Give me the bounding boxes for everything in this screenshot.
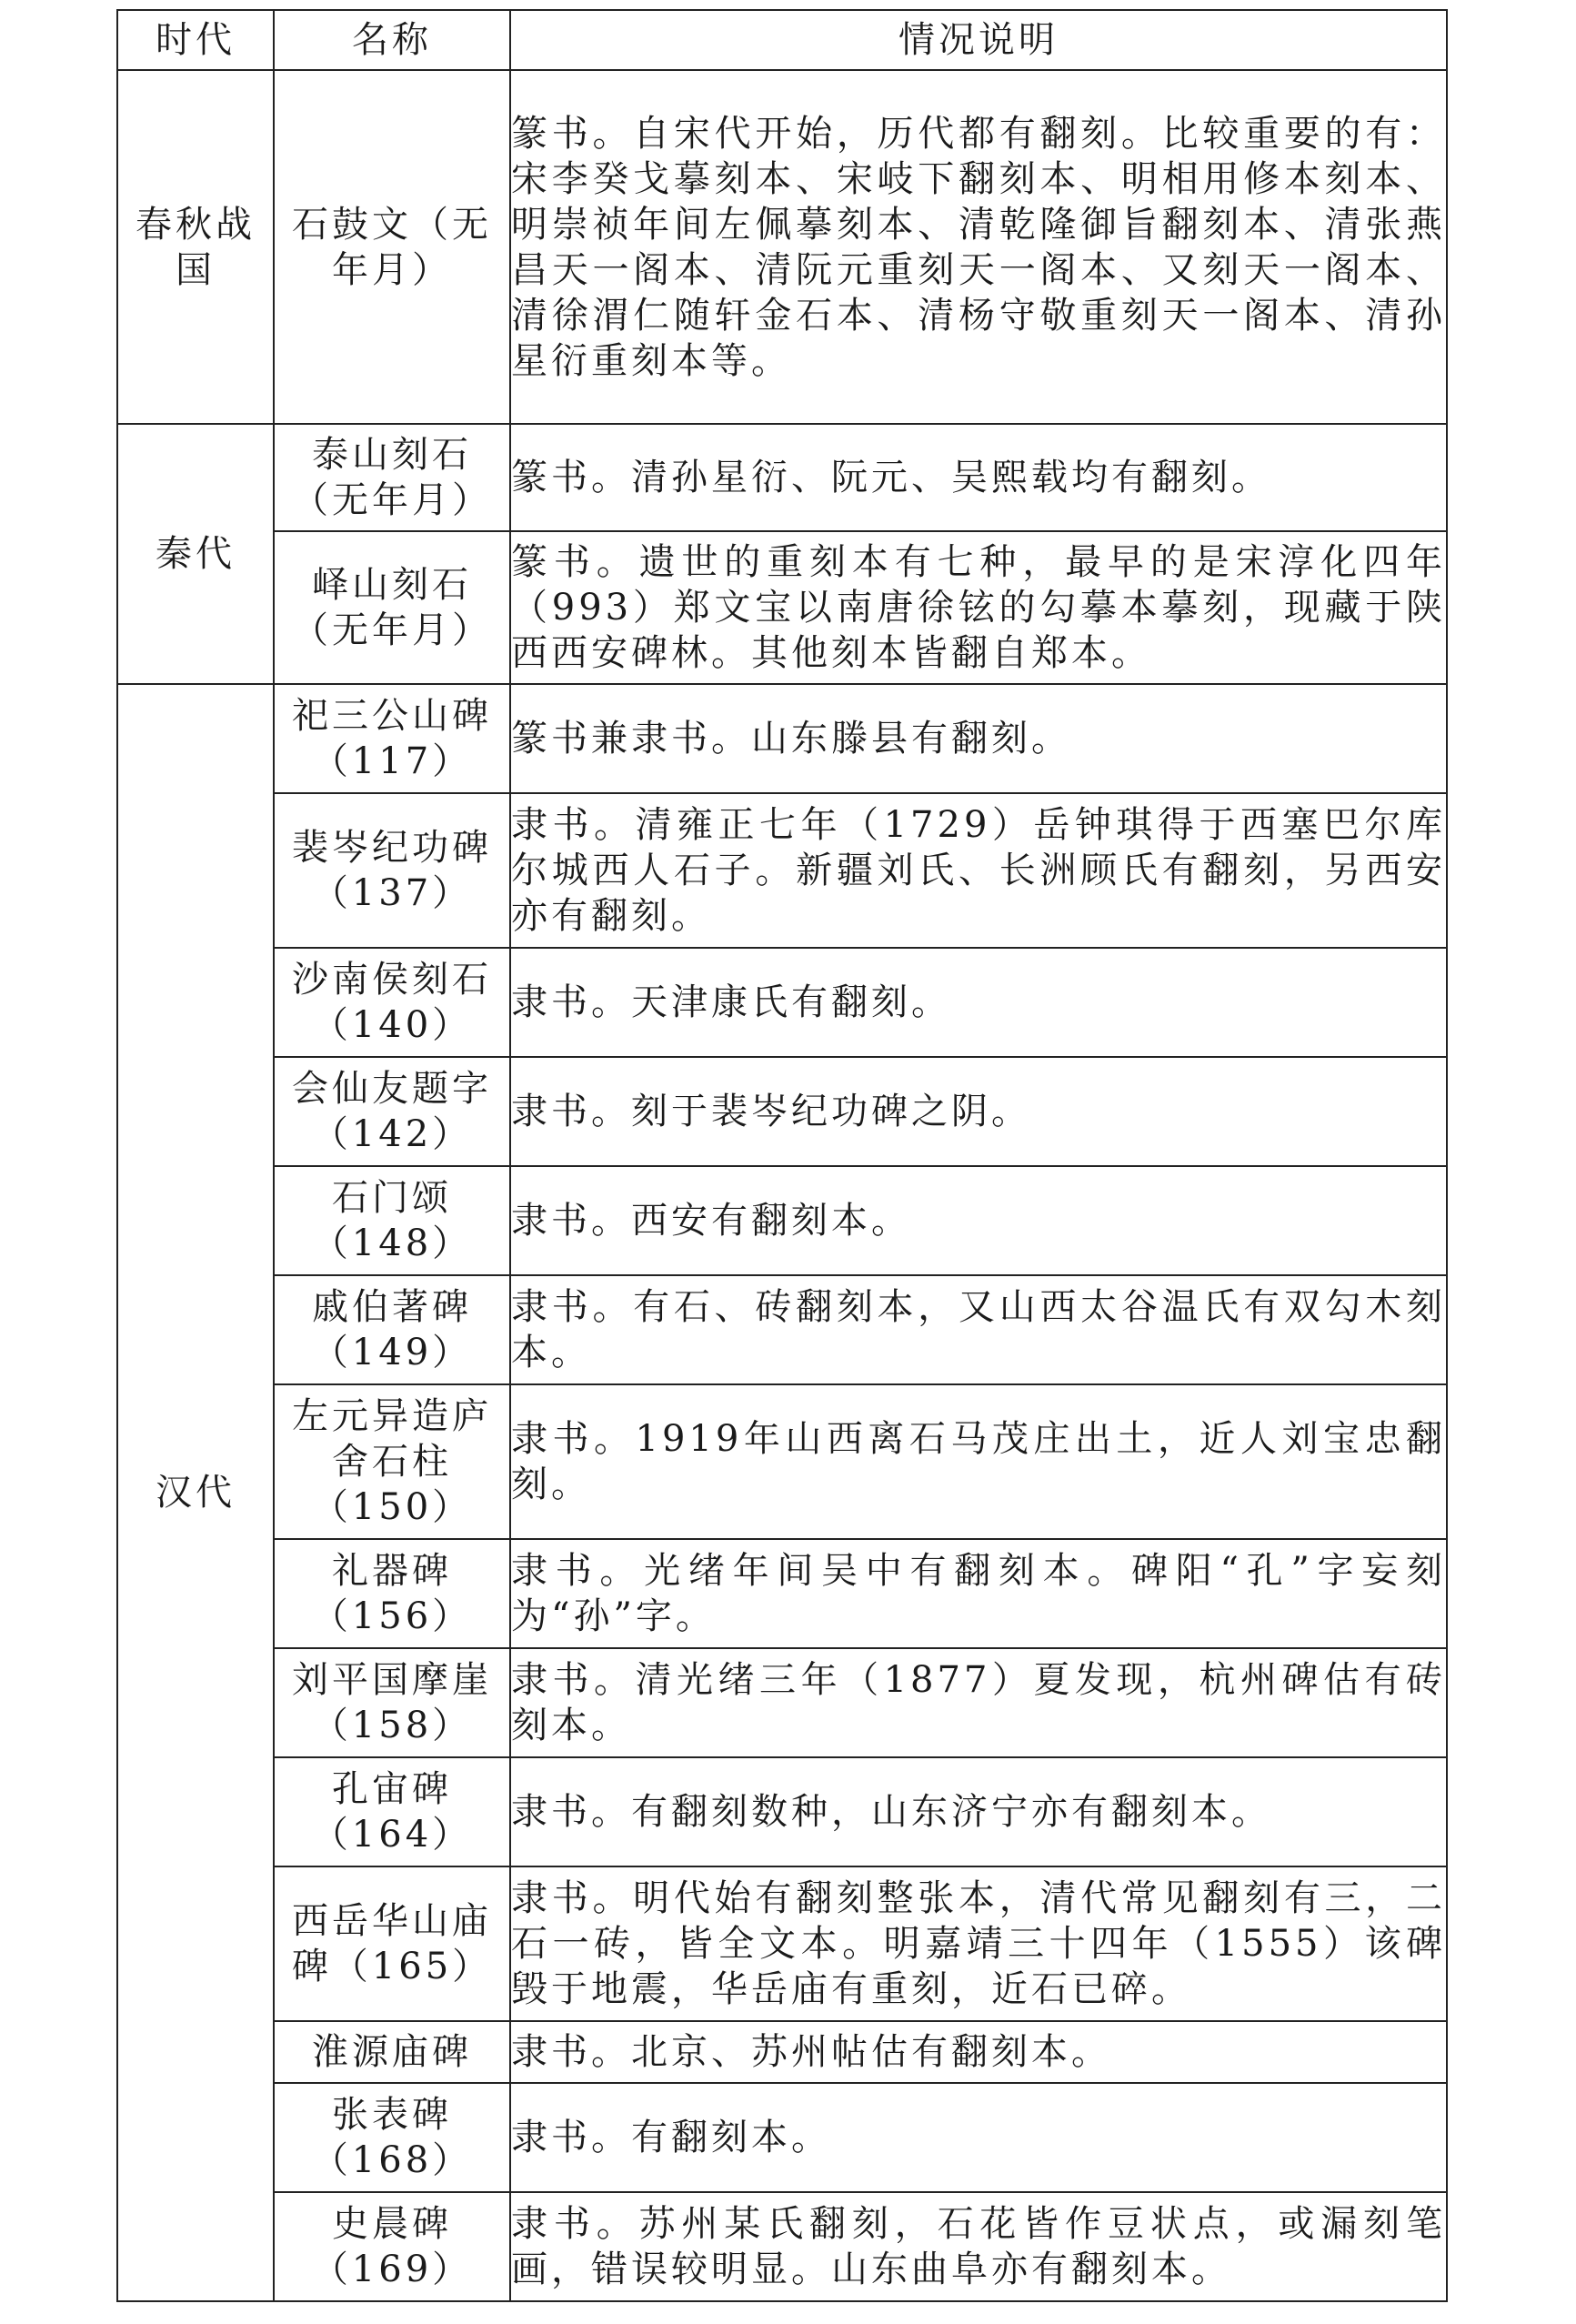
- stele-name-cell: 沙南侯刻石（140）: [274, 948, 510, 1057]
- description-text: 篆书。自宋代开始，历代都有翻刻。比较重要的有：宋李癸戈摹刻本、宋岐下翻刻本、明相用修本刻本、明崇祯年间左佩摹刻本、清乾隆御旨翻刻本、清张燕昌天一阁本、清阮元重刻天一阁本、又刻天一阁本、清徐渭仁随轩金石本、清杨守敬重刻天一阁本、清孙星衍重刻本等。: [511, 112, 1446, 382]
- stele-name-cell: 裴岑纪功碑（137）: [274, 793, 510, 948]
- table-row: [117, 1166, 1447, 1275]
- description-cell: [510, 948, 1447, 1057]
- description-text: 隶书。清光绪三年（1877）夏发现，杭州碑估有砖刻本。: [511, 1659, 1446, 1746]
- header-dynasty: 时代: [117, 10, 274, 70]
- description-text: 隶书。有石、砖翻刻本，又山西太谷温氏有双勾木刻本。: [511, 1286, 1446, 1373]
- header-description: 情况说明: [510, 10, 1447, 70]
- table-row: [117, 1384, 1447, 1539]
- description-text: 隶书。天津康氏有翻刻。: [511, 981, 951, 1023]
- steles-table: [116, 9, 1448, 2302]
- description-text: 隶书。清雍正七年（1729）岳钟琪得于西塞巴尔库尔城西人石子。新疆刘氏、长洲顾氏有翻刻，另西安亦有翻刻。: [511, 804, 1446, 937]
- header-row: [117, 10, 1447, 70]
- description-text: 隶书。明代始有翻刻整张本，清代常见翻刻有三，二石一砖，皆全文本。明嘉靖三十四年（1555）该碑毁于地震，华岳庙有重刻，近石已碎。: [511, 1877, 1446, 2010]
- table-row: [117, 684, 1447, 793]
- description-cell: [510, 531, 1447, 684]
- table-row: [117, 1757, 1447, 1866]
- stele-name-cell: 礼器碑（156）: [274, 1539, 510, 1648]
- description-cell: [510, 2021, 1447, 2083]
- description-cell: [510, 1166, 1447, 1275]
- stele-name-cell: 淮源庙碑: [274, 2021, 510, 2083]
- stele-name-cell: 石门颂（148）: [274, 1166, 510, 1275]
- dynasty-cell: 秦代: [117, 424, 274, 684]
- header-name: 名称: [274, 10, 510, 70]
- description-cell: [510, 1539, 1447, 1648]
- table-row: [117, 2192, 1447, 2301]
- description-text: 篆书。清孙星衍、阮元、吴熙载均有翻刻。: [511, 457, 1271, 498]
- description-cell: [510, 793, 1447, 948]
- description-text: 隶书。光绪年间吴中有翻刻本。碑阳“孔”字妄刻为“孙”字。: [511, 1550, 1446, 1637]
- table-row: [117, 948, 1447, 1057]
- description-text: 隶书。1919年山西离石马茂庄出土，近人刘宝忠翻刻。: [511, 1418, 1446, 1505]
- description-text: 隶书。刻于裴岑纪功碑之阴。: [511, 1091, 1031, 1132]
- stele-name-cell: 峄山刻石（无年月）: [274, 531, 510, 684]
- stele-name-cell: 孔宙碑（164）: [274, 1757, 510, 1866]
- description-cell: [510, 1057, 1447, 1166]
- stele-name-cell: 西岳华山庙碑（165）: [274, 1866, 510, 2021]
- stele-name-cell: 泰山刻石（无年月）: [274, 424, 510, 531]
- description-cell: [510, 684, 1447, 793]
- description-cell: [510, 1384, 1447, 1539]
- description-text: 篆书兼隶书。山东滕县有翻刻。: [511, 718, 1071, 760]
- table-row: [117, 70, 1447, 424]
- description-cell: [510, 70, 1447, 424]
- table-row: [117, 531, 1447, 684]
- dynasty-cell: 汉代: [117, 684, 274, 2301]
- description-cell: [510, 1648, 1447, 1757]
- stele-name-cell: 戚伯著碑（149）: [274, 1275, 510, 1384]
- table-row: [117, 2083, 1447, 2192]
- description-cell: [510, 2083, 1447, 2192]
- description-text: 篆书。遗世的重刻本有七种，最早的是宋淳化四年（993）郑文宝以南唐徐铉的勾摹本摹刻，现藏于陕西西安碑林。其他刻本皆翻自郑本。: [511, 541, 1446, 674]
- stele-name-cell: 石鼓文（无年月）: [274, 70, 510, 424]
- table-row: [117, 1539, 1447, 1648]
- description-cell: [510, 424, 1447, 531]
- description-text: 隶书。北京、苏州帖估有翻刻本。: [511, 2031, 1111, 2073]
- table-row: [117, 2021, 1447, 2083]
- table-row: [117, 793, 1447, 948]
- table-row: [117, 1057, 1447, 1166]
- stele-name-cell: 左元异造庐舍石柱（150）: [274, 1384, 510, 1539]
- stele-name-cell: 祀三公山碑（117）: [274, 684, 510, 793]
- description-cell: [510, 2192, 1447, 2301]
- description-text: 隶书。有翻刻数种，山东济宁亦有翻刻本。: [511, 1791, 1271, 1833]
- description-text: 隶书。苏州某氏翻刻，石花皆作豆状点，或漏刻笔画，错误较明显。山东曲阜亦有翻刻本。: [511, 2203, 1446, 2290]
- stele-name-cell: 刘平国摩崖（158）: [274, 1648, 510, 1757]
- description-cell: [510, 1866, 1447, 2021]
- stele-name-cell: 史晨碑（169）: [274, 2192, 510, 2301]
- description-cell: [510, 1275, 1447, 1384]
- table-row: [117, 424, 1447, 531]
- stele-name-cell: 张表碑（168）: [274, 2083, 510, 2192]
- description-cell: [510, 1757, 1447, 1866]
- table-row: [117, 1866, 1447, 2021]
- dynasty-cell: 春秋战国: [117, 70, 274, 424]
- table-row: [117, 1275, 1447, 1384]
- description-text: 隶书。有翻刻本。: [511, 2117, 831, 2158]
- table-row: [117, 1648, 1447, 1757]
- stele-name-cell: 会仙友题字（142）: [274, 1057, 510, 1166]
- description-text: 隶书。西安有翻刻本。: [511, 1200, 911, 1242]
